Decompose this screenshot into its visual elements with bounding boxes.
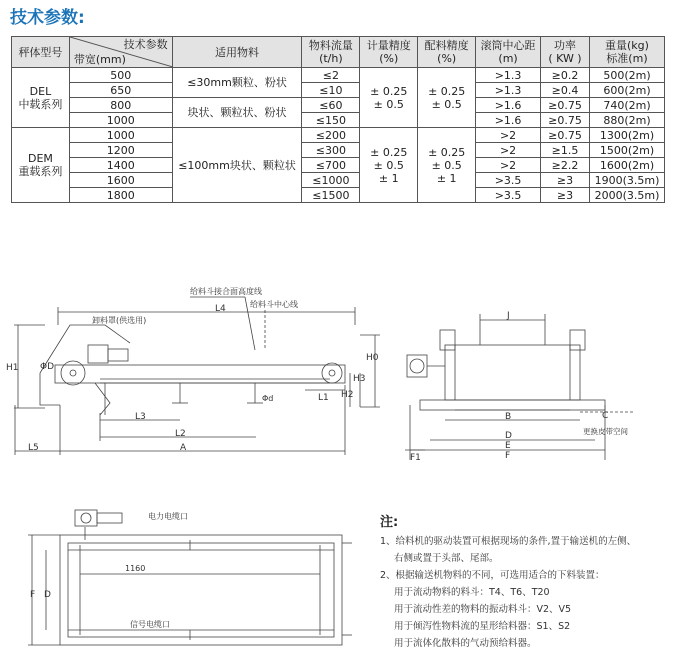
- note-2a: 用于流动物料的料斗：T4、T6、T20: [394, 587, 550, 598]
- cell-meter-acc-del: [360, 68, 418, 128]
- label-l5: L5: [28, 443, 39, 453]
- label-h2: H2: [341, 390, 354, 400]
- cell-batch-acc-del: [418, 68, 476, 128]
- label-hopper-center: 给料斗中心线: [250, 300, 298, 309]
- header-flow: [302, 37, 360, 68]
- cell-flow: ≤150: [302, 113, 360, 128]
- table-row: [12, 113, 665, 128]
- end-elevation-drawing: [395, 300, 675, 470]
- header-meter-label: 计量精度: [366, 39, 411, 52]
- header-batch-unit: (%): [437, 52, 457, 65]
- cell-power: ≥0.75: [541, 113, 590, 128]
- meter-acc-value: ± 0.5: [373, 158, 404, 172]
- label-phi-d: ΦD: [40, 362, 55, 372]
- batch-acc-value: ± 0.25: [428, 145, 466, 159]
- cell-width: 1400: [69, 158, 172, 173]
- label-hopper-top: 给料斗接合面高度线: [190, 287, 262, 296]
- cell-weight: 2000(3.5m): [589, 188, 664, 203]
- model-del-code: DEL: [29, 84, 52, 98]
- cell-drum: >3.5: [476, 173, 541, 188]
- batch-acc-value: ± 0.5: [431, 97, 462, 111]
- cell-width: 1800: [69, 188, 172, 203]
- label-a: A: [180, 443, 187, 453]
- label-belt-space: 更换皮带空间: [583, 427, 628, 436]
- cell-power: ≥0.75: [541, 98, 590, 113]
- cell-power: ≥2.2: [541, 158, 590, 173]
- header-drum-label: 滚筒中心距: [480, 39, 536, 52]
- cell-drum: >2: [476, 128, 541, 143]
- label-dim-1160: 1160: [125, 564, 146, 573]
- label-j: J: [507, 311, 510, 321]
- cell-weight: 1300(2m): [589, 128, 664, 143]
- header-batch-acc: [418, 37, 476, 68]
- meter-acc-value: ± 0.5: [373, 97, 404, 111]
- cell-power: ≥3: [541, 173, 590, 188]
- meter-acc-value: ± 1: [378, 171, 399, 185]
- meter-acc-value: ± 0.25: [370, 145, 408, 159]
- note-1b: 右侧或置于头部、尾部。: [394, 553, 499, 564]
- table-row: [12, 68, 665, 83]
- label-power-cable: 电力电缆口: [148, 512, 188, 521]
- header-diagonal-cell: [69, 37, 172, 68]
- cell-flow: ≤1500: [302, 188, 360, 203]
- cell-material: ≤100mm块状、颗粒状: [172, 128, 302, 203]
- table-row: [12, 188, 665, 203]
- cell-width: 1600: [69, 173, 172, 188]
- cell-weight: 1500(2m): [589, 143, 664, 158]
- cell-flow: ≤200: [302, 128, 360, 143]
- label-h0: H0: [366, 353, 379, 363]
- cell-width: 800: [69, 98, 172, 113]
- cell-material: ≤30mm颗粒、粉状: [172, 68, 302, 98]
- header-flow-label: 物料流量: [308, 39, 353, 52]
- table-row: [12, 128, 665, 143]
- spec-table: [11, 36, 665, 203]
- cell-weight: 600(2m): [589, 83, 664, 98]
- model-dem-series: 重载系列: [18, 165, 63, 178]
- model-del: [12, 68, 70, 128]
- cell-drum: >1.3: [476, 83, 541, 98]
- note-2d: 用于流体化散料的气动预给料器。: [394, 638, 537, 649]
- label-h3: H3: [353, 374, 366, 384]
- note-1a: 1、给料机的驱动装置可根据现场的条件,置于输送机的左侧、: [380, 536, 637, 547]
- cell-drum: >1.6: [476, 98, 541, 113]
- table-row: [12, 83, 665, 98]
- table-row: [12, 143, 665, 158]
- note-2c: 用于倾泻性物料流的星形给料器：S1、S2: [394, 621, 571, 632]
- cell-weight: 500(2m): [589, 68, 664, 83]
- label-e: E: [505, 441, 511, 451]
- header-meter-unit: (%): [379, 52, 399, 65]
- label-l3: L3: [135, 412, 146, 422]
- cell-weight: 740(2m): [589, 98, 664, 113]
- label-unload-cover: 卸料罩(供选用): [92, 316, 147, 325]
- label-f1: F1: [410, 453, 421, 463]
- meter-acc-value: ± 0.25: [370, 84, 408, 98]
- cell-drum: >2: [476, 143, 541, 158]
- side-elevation-drawing: [0, 285, 390, 470]
- label-c: C: [602, 411, 609, 421]
- label-f: F: [505, 451, 511, 461]
- header-weight: [589, 37, 664, 68]
- header-meter-acc: [360, 37, 418, 68]
- table-row: [12, 158, 665, 173]
- batch-acc-value: ± 1: [436, 171, 457, 185]
- cell-flow: ≤10: [302, 83, 360, 98]
- cell-meter-acc-dem: [360, 128, 418, 203]
- plan-view-drawing: [0, 495, 370, 671]
- header-power-label: 功率: [553, 39, 576, 52]
- cell-weight: 1600(2m): [589, 158, 664, 173]
- cell-power: ≥0.2: [541, 68, 590, 83]
- header-weight-label: 重量(kg): [605, 39, 649, 52]
- header-drum: [476, 37, 541, 68]
- cell-weight: 1900(3.5m): [589, 173, 664, 188]
- header-material: 适用物料: [172, 37, 302, 68]
- cell-power: ≥1.5: [541, 143, 590, 158]
- cell-power: ≥3: [541, 188, 590, 203]
- label-plan-f: F: [30, 590, 36, 600]
- model-dem-code: DEM: [27, 152, 53, 165]
- note-2b: 用于流动性差的物料的振动料斗：V2、V5: [394, 604, 572, 615]
- table-header-row: [12, 37, 665, 68]
- cell-flow: ≤700: [302, 158, 360, 173]
- cell-power: ≥0.4: [541, 83, 590, 98]
- header-belt-width: 带宽(mm): [73, 53, 126, 66]
- cell-width: 1200: [69, 143, 172, 158]
- label-plan-d: D: [44, 590, 51, 600]
- cell-width: 500: [69, 68, 172, 83]
- header-tech-params: 技术参数: [123, 38, 168, 51]
- label-d: D: [505, 431, 512, 441]
- cell-flow: ≤60: [302, 98, 360, 113]
- label-l4: L4: [215, 304, 226, 314]
- notes-section: [380, 514, 675, 652]
- batch-acc-value: ± 0.25: [428, 84, 466, 98]
- cell-flow: ≤1000: [302, 173, 360, 188]
- cell-batch-acc-dem: [418, 128, 476, 203]
- model-dem: [12, 128, 70, 203]
- label-b: B: [505, 412, 512, 422]
- header-drum-unit: (m): [498, 52, 518, 65]
- notes-heading: 注:: [380, 515, 399, 530]
- cell-power: ≥0.75: [541, 128, 590, 143]
- label-phi-d2: Φd: [262, 394, 274, 403]
- batch-acc-value: ± 0.5: [431, 158, 462, 172]
- cell-width: 1000: [69, 113, 172, 128]
- cell-drum: >2: [476, 158, 541, 173]
- label-l2: L2: [175, 429, 186, 439]
- label-h1: H1: [6, 363, 19, 373]
- cell-material: 块状、颗粒状、粉状: [172, 98, 302, 128]
- header-model: 秤体型号: [12, 37, 70, 68]
- cell-flow: ≤2: [302, 68, 360, 83]
- header-weight-unit: 标准(m): [606, 52, 648, 65]
- note-2: 2、根据输送机物料的不同，可选用适合的下料装置：: [380, 570, 605, 581]
- cell-drum: >3.5: [476, 188, 541, 203]
- cell-drum: >1.6: [476, 113, 541, 128]
- table-row: [12, 173, 665, 188]
- header-power: [541, 37, 590, 68]
- cell-width: 1000: [69, 128, 172, 143]
- label-l1: L1: [318, 393, 329, 403]
- header-power-unit: ( KW ): [548, 52, 582, 65]
- cell-width: 650: [69, 83, 172, 98]
- header-batch-label: 配料精度: [424, 39, 469, 52]
- page-title: 技术参数:: [10, 8, 85, 28]
- header-flow-unit: (t/h): [319, 52, 343, 65]
- cell-flow: ≤300: [302, 143, 360, 158]
- model-del-series: 中载系列: [18, 97, 63, 111]
- cell-drum: >1.3: [476, 68, 541, 83]
- table-row: [12, 98, 665, 113]
- cell-weight: 880(2m): [589, 113, 664, 128]
- label-signal-cable: 信号电缆口: [130, 620, 170, 629]
